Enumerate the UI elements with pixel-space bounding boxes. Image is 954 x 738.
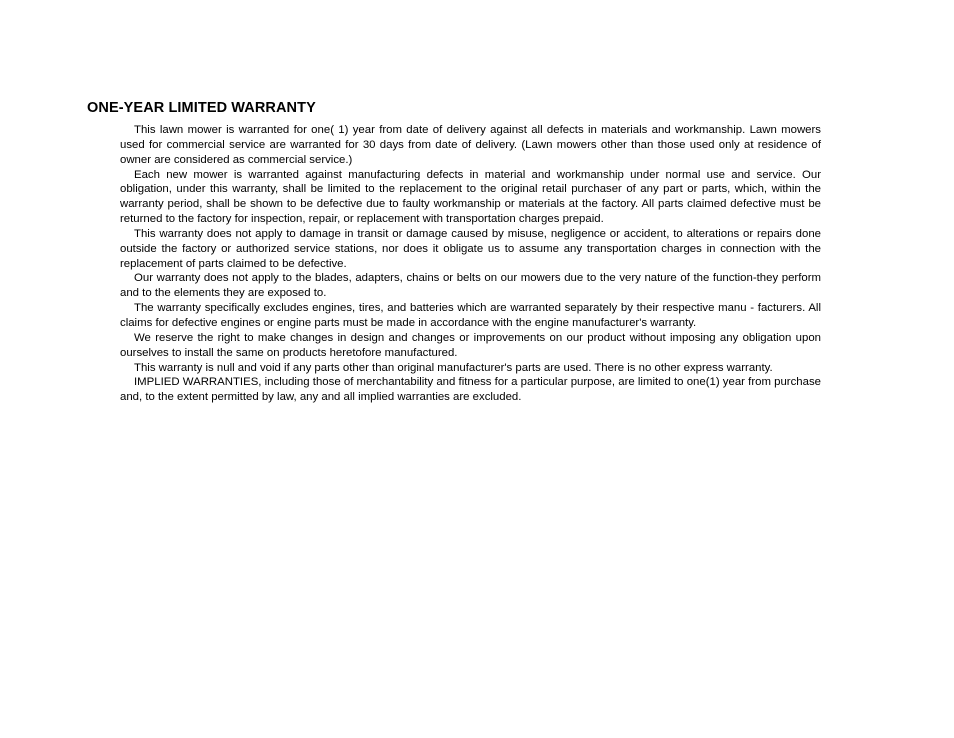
warranty-paragraph-changes: We reserve the right to make changes in design and changes or improvements on our product without imposing any obligation upon ourselves to install the same on products heretofore manufactured. — [120, 331, 821, 359]
warranty-paragraph-exclusions-damage: This warranty does not apply to damage in transit or damage caused by misuse, negligence or accident, to alterations or repairs done outside the factory or authorized service stations, nor does it obligate us to assume any transportation charges in connection with the replacement of parts claimed to be defective. — [120, 227, 821, 270]
warranty-title: ONE-YEAR LIMITED WARRANTY — [87, 100, 316, 116]
warranty-paragraph-implied: IMPLIED WARRANTIES, including those of merchantability and fitness for a particular purpose, are limited to one(1) year from purchase and, to the extent permitted by law, any and all implied warranties are excluded. — [120, 376, 821, 404]
warranty-paragraph-coverage: Each new mower is warranted against manufacturing defects in material and workmanship under normal use and service. Our obligation, under this warranty, shall be limited to the replacement to the original retail purchaser of any part or parts, which, within the warranty period, shall be shown to be defective due to faulty workmanship or materials at the factory. All parts claimed defective must be returned to the factory for inspection, repair, or replacement with transportation charges prepaid. — [120, 168, 821, 226]
warranty-paragraph-void: This warranty is null and void if any parts other than original manufacturer's parts are used. There is no other express warranty. — [134, 361, 773, 374]
warranty-paragraph-engines: The warranty specifically excludes engines, tires, and batteries which are warranted separately by their respective manu - facturers. All claims for defective engines or engine parts must be made in accordance with the engine manufacturer's warranty. — [120, 302, 821, 329]
warranty-paragraph-wear-parts: Our warranty does not apply to the blades, adapters, chains or belts on our mowers due to the very nature of the function-they perform and to the elements they are exposed to. — [120, 272, 821, 300]
warranty-paragraph-term: This lawn mower is warranted for one( 1) year from date of delivery against all defects in materials and workmanship. Lawn mowers used for commercial service are warranted for 30 days from date of delivery. (Lawn mowers other than those used only at residence of owner are considered as commercial service.) — [120, 124, 821, 166]
warranty-body — [120, 123, 821, 405]
